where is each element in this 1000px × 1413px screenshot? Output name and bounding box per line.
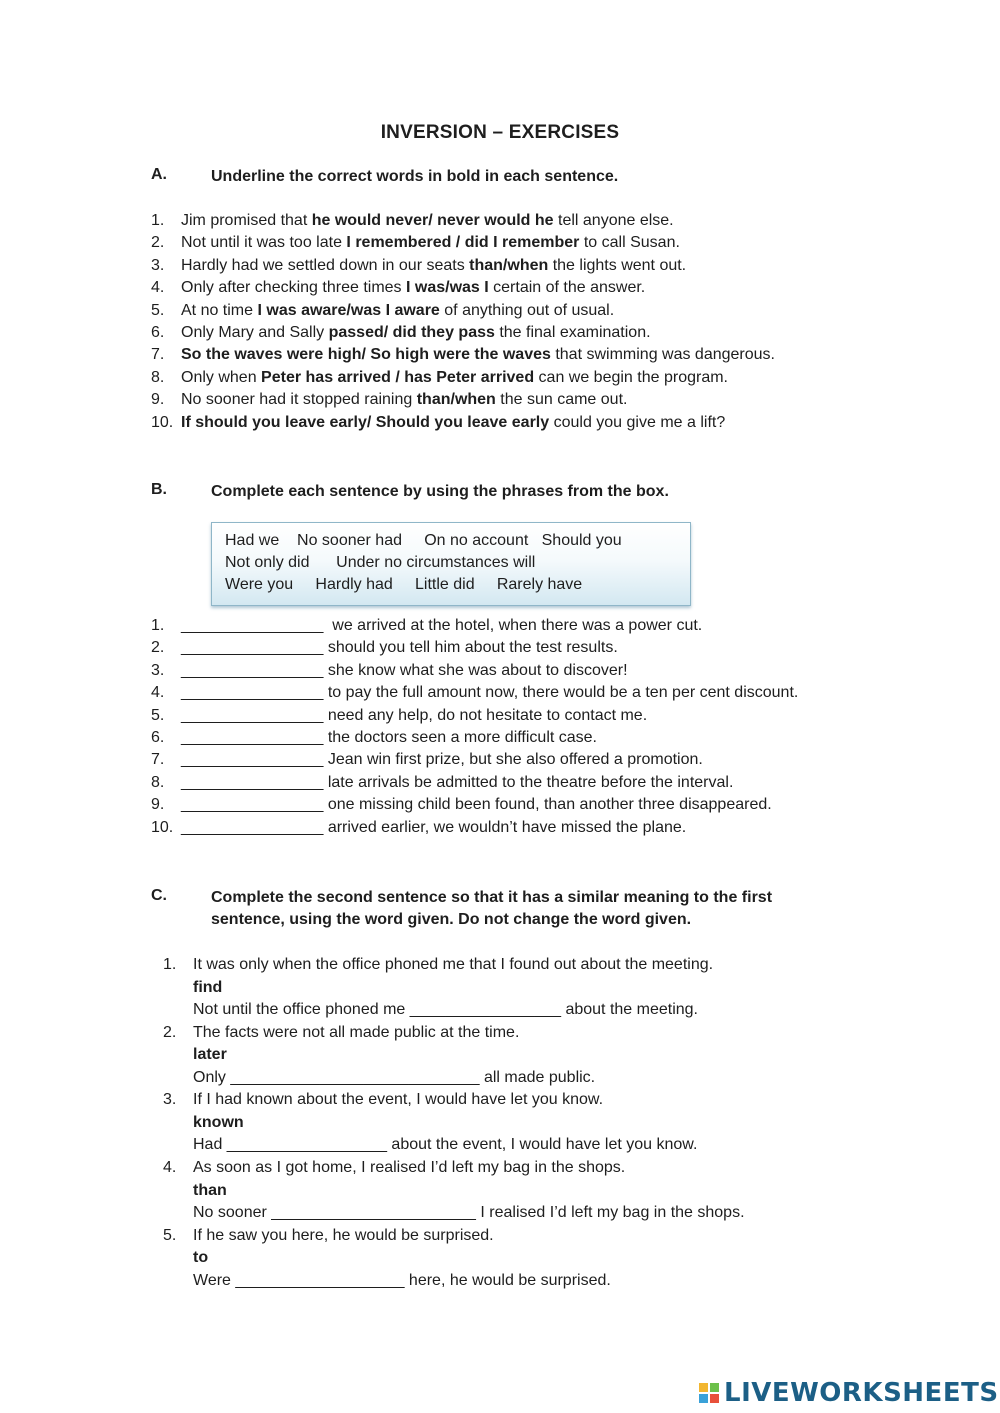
- rewrite-sentence: [193, 1202, 745, 1224]
- answer-blank[interactable]: ________________: [181, 661, 324, 679]
- sentence-text: Only when: [181, 368, 262, 386]
- item-number: 1.: [163, 956, 177, 973]
- item-sentence: [181, 749, 703, 771]
- item-number: 10.: [151, 818, 174, 836]
- sentence-text: of anything out of usual.: [439, 301, 615, 319]
- rewrite-sentence: [193, 999, 698, 1021]
- rewrite-sentence: [193, 1134, 697, 1156]
- answer-blank[interactable]: ____________________________: [230, 1068, 480, 1086]
- sentence-text: about the meeting.: [561, 1001, 698, 1018]
- bold-choice[interactable]: I was/was I: [405, 279, 489, 297]
- answer-blank[interactable]: _______________________: [271, 1204, 476, 1222]
- phrase-box-row: Had we No sooner had On no account Should you: [225, 532, 622, 549]
- section-a-letter: A.: [151, 166, 167, 183]
- sentence-text: Only Mary and Sally: [181, 323, 329, 341]
- original-sentence: If he saw you here, he would be surprised.: [193, 1226, 494, 1244]
- answer-blank[interactable]: ________________: [181, 639, 324, 657]
- answer-blank[interactable]: ________________: [181, 617, 324, 634]
- item-sentence: [181, 660, 628, 682]
- bold-choice[interactable]: So the waves were high/ So high were the waves: [181, 346, 551, 364]
- item-number: 2.: [151, 639, 165, 657]
- key-word: to: [193, 1249, 209, 1267]
- bold-choice[interactable]: If should you leave early/ Should you leave early: [181, 413, 550, 431]
- sentence-text: Jim promised that: [181, 212, 312, 229]
- item-sentence: [181, 300, 614, 322]
- phrase-box-row: Were you Hardly had Little did Rarely have: [225, 576, 583, 593]
- sentence-text: Hardly had we settled down in our seats: [181, 256, 470, 274]
- sentence-text: At no time: [181, 301, 258, 319]
- bold-choice[interactable]: Peter has arrived / has Peter arrived: [261, 368, 535, 386]
- bold-choice[interactable]: I was aware/was I aware: [257, 301, 440, 319]
- item-sentence: [181, 412, 725, 434]
- sentence-text: here, he would be surprised.: [404, 1271, 611, 1289]
- item-sentence: [181, 705, 647, 727]
- answer-blank[interactable]: _________________: [409, 1001, 562, 1018]
- section-b-letter: B.: [151, 481, 167, 498]
- item-number: 2.: [151, 234, 165, 252]
- answer-blank[interactable]: ________________: [181, 818, 324, 836]
- sentence-text: Not until it was too late: [181, 234, 347, 252]
- page-title: INVERSION – EXERCISES: [380, 122, 620, 143]
- rewrite-sentence: [193, 1067, 595, 1089]
- sentence-text: tell anyone else.: [553, 212, 674, 229]
- sentence-text: could you give me a lift?: [549, 413, 726, 431]
- item-sentence: [181, 322, 651, 344]
- answer-blank[interactable]: ________________: [181, 773, 324, 791]
- item-number: 4.: [163, 1159, 177, 1177]
- item-sentence: [181, 682, 798, 704]
- sentence-text: about the event, I would have let you know.: [386, 1136, 698, 1154]
- item-number: 1.: [151, 212, 165, 229]
- item-number: 5.: [151, 706, 165, 724]
- item-sentence: [181, 344, 775, 366]
- item-sentence: [181, 794, 772, 816]
- bold-choice[interactable]: he would never/ never would he: [311, 212, 554, 229]
- answer-blank[interactable]: ________________: [181, 751, 324, 769]
- item-number: 3.: [151, 661, 165, 679]
- item-sentence: [181, 232, 680, 254]
- sentence-text: Jean win first prize, but she also offered a promotion.: [323, 751, 703, 769]
- sentence-text: the lights went out.: [548, 256, 687, 274]
- sentence-text: need any help, do not hesitate to contact me.: [323, 706, 648, 724]
- sentence-text: the sun came out.: [495, 391, 628, 409]
- key-word: later: [193, 1046, 227, 1064]
- rewrite-sentence: [193, 1270, 611, 1292]
- sentence-text: should you tell him about the test results.: [323, 639, 618, 657]
- liveworksheets-logo-text: LIVEWORKSHEETS: [724, 1378, 999, 1408]
- sentence-text: arrived earlier, we wouldn’t have missed the plane.: [323, 818, 687, 836]
- section-c-instruction: Complete the second sentence so that it has a similar meaning to the first sentence, using the word given. Do not change the word given.: [211, 889, 773, 928]
- sentence-text: certain of the answer.: [488, 279, 646, 297]
- answer-blank[interactable]: ________________: [181, 796, 324, 814]
- sentence-text: Were: [193, 1271, 236, 1289]
- item-sentence: [181, 772, 733, 794]
- sentence-text: she know what she was about to discover!: [323, 661, 628, 679]
- answer-blank[interactable]: ________________: [181, 706, 324, 724]
- item-number: 4.: [151, 279, 165, 297]
- original-sentence: The facts were not all made public at the time.: [193, 1023, 520, 1041]
- sentence-text: Only after checking three times: [181, 279, 406, 297]
- item-number: 3.: [163, 1091, 177, 1109]
- sentence-text: late arrivals be admitted to the theatre before the interval.: [323, 773, 734, 791]
- item-sentence: [181, 210, 674, 232]
- item-number: 6.: [151, 728, 165, 746]
- liveworksheets-logo-icon: [698, 1382, 720, 1404]
- item-sentence: [181, 727, 597, 749]
- item-number: 5.: [151, 301, 165, 319]
- key-word: find: [193, 978, 223, 996]
- item-number: 7.: [151, 751, 165, 769]
- sentence-text: can we begin the program.: [534, 368, 728, 386]
- original-sentence: As soon as I got home, I realised I’d left my bag in the shops.: [193, 1159, 626, 1177]
- item-number: 9.: [151, 391, 165, 409]
- section-c-letter: C.: [151, 887, 167, 904]
- item-number: 9.: [151, 796, 165, 814]
- sentence-text: that swimming was dangerous.: [550, 346, 775, 364]
- item-sentence: [181, 817, 686, 839]
- item-sentence: [181, 389, 627, 411]
- sentence-text: No sooner: [193, 1204, 272, 1222]
- answer-blank[interactable]: __________________: [226, 1136, 387, 1154]
- item-number: 3.: [151, 256, 165, 274]
- sentence-text: the final examination.: [494, 323, 651, 341]
- item-sentence: [181, 637, 618, 659]
- key-word: known: [193, 1113, 244, 1131]
- item-number: 7.: [151, 346, 165, 364]
- section-b-instruction: Complete each sentence by using the phrases from the box.: [211, 483, 669, 500]
- sentence-text: Not until the office phoned me: [193, 1001, 410, 1018]
- answer-blank[interactable]: ________________: [181, 684, 324, 702]
- bold-choice[interactable]: than/when: [416, 391, 496, 409]
- bold-choice[interactable]: than/when: [469, 256, 549, 274]
- sentence-text: all made public.: [479, 1068, 596, 1086]
- item-number: 2.: [163, 1023, 177, 1041]
- item-number: 4.: [151, 684, 165, 702]
- phrase-box: [211, 522, 691, 606]
- sentence-text: to pay the full amount now, there would be a ten per cent discount.: [323, 684, 799, 702]
- sentence-text: I realised I’d left my bag in the shops.: [475, 1204, 745, 1222]
- original-sentence: If I had known about the event, I would have let you know.: [193, 1091, 604, 1109]
- section-a-instruction: Underline the correct words in bold in each sentence.: [211, 168, 619, 185]
- bold-choice[interactable]: passed/ did they pass: [328, 323, 495, 341]
- item-number: 1.: [151, 617, 165, 634]
- item-sentence: [181, 277, 645, 299]
- item-sentence: [181, 367, 728, 389]
- bold-choice[interactable]: I remembered / did I remember: [346, 234, 580, 252]
- item-sentence: [181, 615, 702, 637]
- item-number: 8.: [151, 773, 165, 791]
- sentence-text: one missing child been found, than another three disappeared.: [323, 796, 772, 814]
- item-number: 5.: [163, 1226, 177, 1244]
- item-number: 10.: [151, 413, 174, 431]
- item-number: 6.: [151, 323, 165, 341]
- original-sentence: It was only when the office phoned me that I found out about the meeting.: [193, 956, 714, 973]
- sentence-text: the doctors seen a more difficult case.: [323, 728, 597, 746]
- sentence-text: Had: [193, 1136, 227, 1154]
- answer-blank[interactable]: ___________________: [235, 1271, 405, 1289]
- sentence-text: Only: [193, 1068, 231, 1086]
- phrase-box-row: Not only did Under no circumstances will: [225, 554, 536, 571]
- key-word: than: [193, 1181, 227, 1199]
- answer-blank[interactable]: ________________: [181, 728, 324, 746]
- sentence-text: we arrived at the hotel, when there was a power cut.: [323, 617, 703, 634]
- item-number: 8.: [151, 368, 165, 386]
- item-sentence: [181, 255, 686, 277]
- sentence-text: No sooner had it stopped raining: [181, 391, 417, 409]
- sentence-text: to call Susan.: [579, 234, 680, 252]
